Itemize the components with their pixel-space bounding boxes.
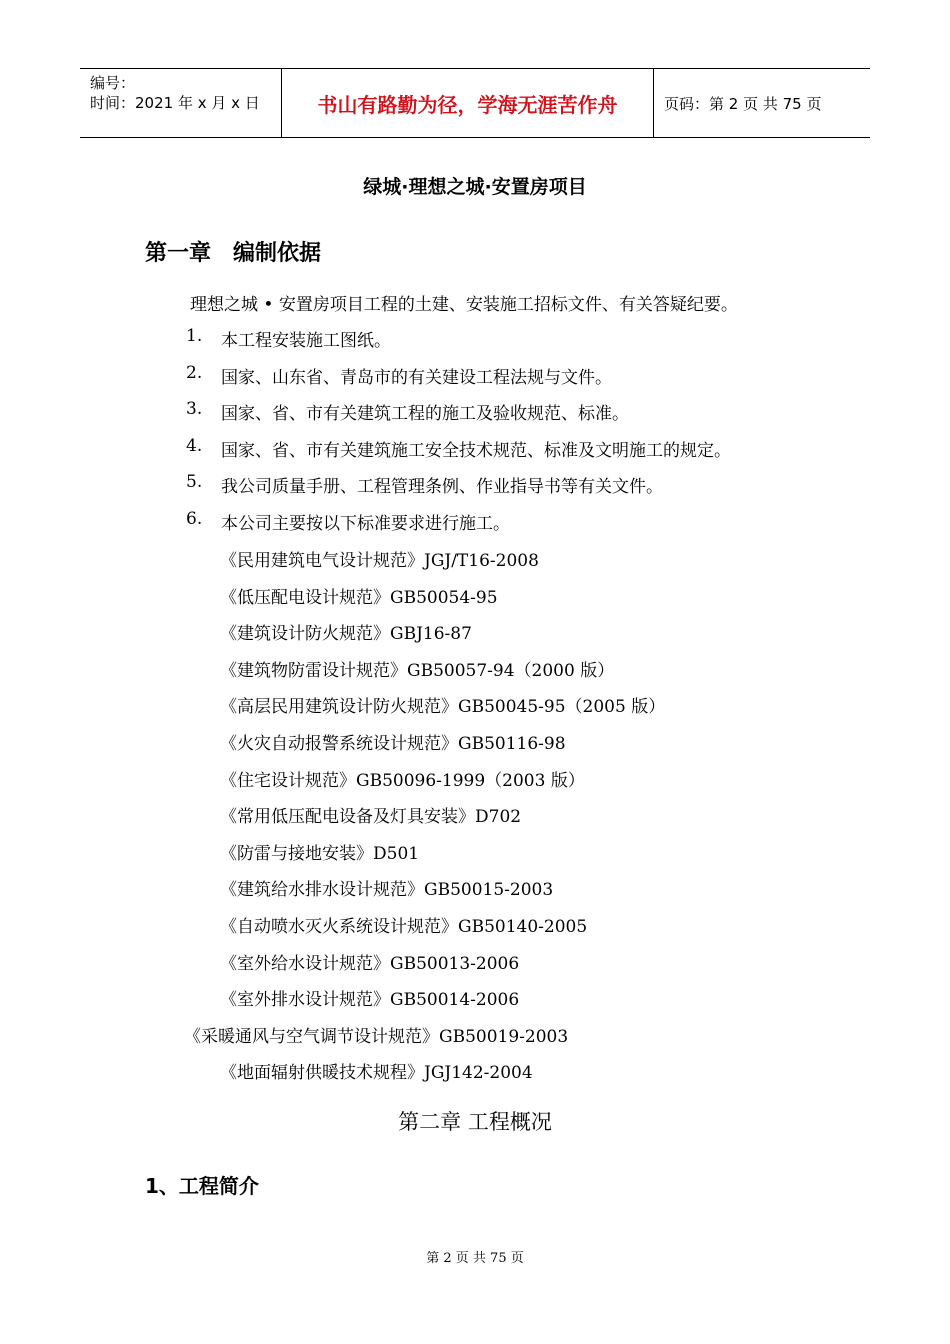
list-item: 5. 我公司质量手册、工程管理条例、作业指导书等有关文件。 [186,472,663,497]
standard-item: 《火灾自动报警系统设计规范》GB50116-98 [220,733,566,754]
list-item: 3. 国家、省、市有关建筑工程的施工及验收规范、标准。 [186,399,629,424]
standard-item: 《低压配电设计规范》GB50054-95 [220,587,498,608]
header-page-number: 页码：第 2 页 共 75 页 [664,94,822,113]
chapter-heading [145,236,321,267]
list-item: 2. 国家、山东省、青岛市的有关建设工程法规与文件。 [186,362,612,388]
standard-item: 《室外排水设计规范》GB50014-2006 [220,990,520,1011]
standard-item: 《民用建筑电气设计规范》JGJ/T16-2008 [220,551,539,571]
standard-item: 《高层民用建筑设计防火规范》GB50045-95（2005 版） [220,697,666,718]
basis-list [186,326,731,545]
page-footer: 第 2 页 共 75 页 [426,1251,524,1266]
document-title: 绿城·理想之城·安置房项目 [363,176,587,198]
standard-item: 《建筑物防雷设计规范》GB50057-94（2000 版） [220,660,615,681]
list-item: 4. 国家、省、市有关建筑施工安全技术规范、标准及文明施工的规定。 [186,435,731,461]
chapter-2-heading: 第二章 工程概况 [398,1110,552,1134]
standard-item: 《建筑设计防火规范》GBJ16-87 [220,624,472,645]
standard-item: 《建筑给水排水设计规范》GB50015-2003 [220,880,554,901]
standard-item: 《地面辐射供暖技术规程》JGJ142-2004 [220,1063,533,1084]
chapter-title: 编制依据 [233,241,322,266]
standard-item: 《防雷与接地安装》D501 [220,843,420,864]
standard-item: 《常用低压配电设备及灯具安装》D702 [220,807,522,828]
standard-item: 《室外给水设计规范》GB50013-2006 [220,953,520,974]
page-header [80,68,870,138]
standard-item: 《住宅设计规范》GB50096-1999（2003 版） [220,770,585,791]
intro-paragraph: 理想之城 • 安置房项目工程的土建、安装施工招标文件、有关答疑纪要。 [190,295,738,315]
header-meta [80,69,282,137]
list-item: 6. 本公司主要按以下标准要求进行施工。 [186,508,510,534]
chapter-number: 第一章 [145,241,212,266]
list-item: 1. 本工程安装施工图纸。 [186,326,391,351]
header-time: 时间：2021 年 x 月 x 日 [90,94,260,112]
header-motto: 书山有路勤为径，学海无涯苦作舟 [282,69,654,137]
standard-item: 《采暖通风与空气调节设计规范》GB50019-2003 [184,1026,569,1047]
standards-list [184,546,666,1095]
standard-item: 《自动喷水灭火系统设计规范》GB50140-2005 [220,916,588,937]
section-heading: 1、工程简介 [145,1174,259,1198]
header-code: 编号： [90,74,136,92]
